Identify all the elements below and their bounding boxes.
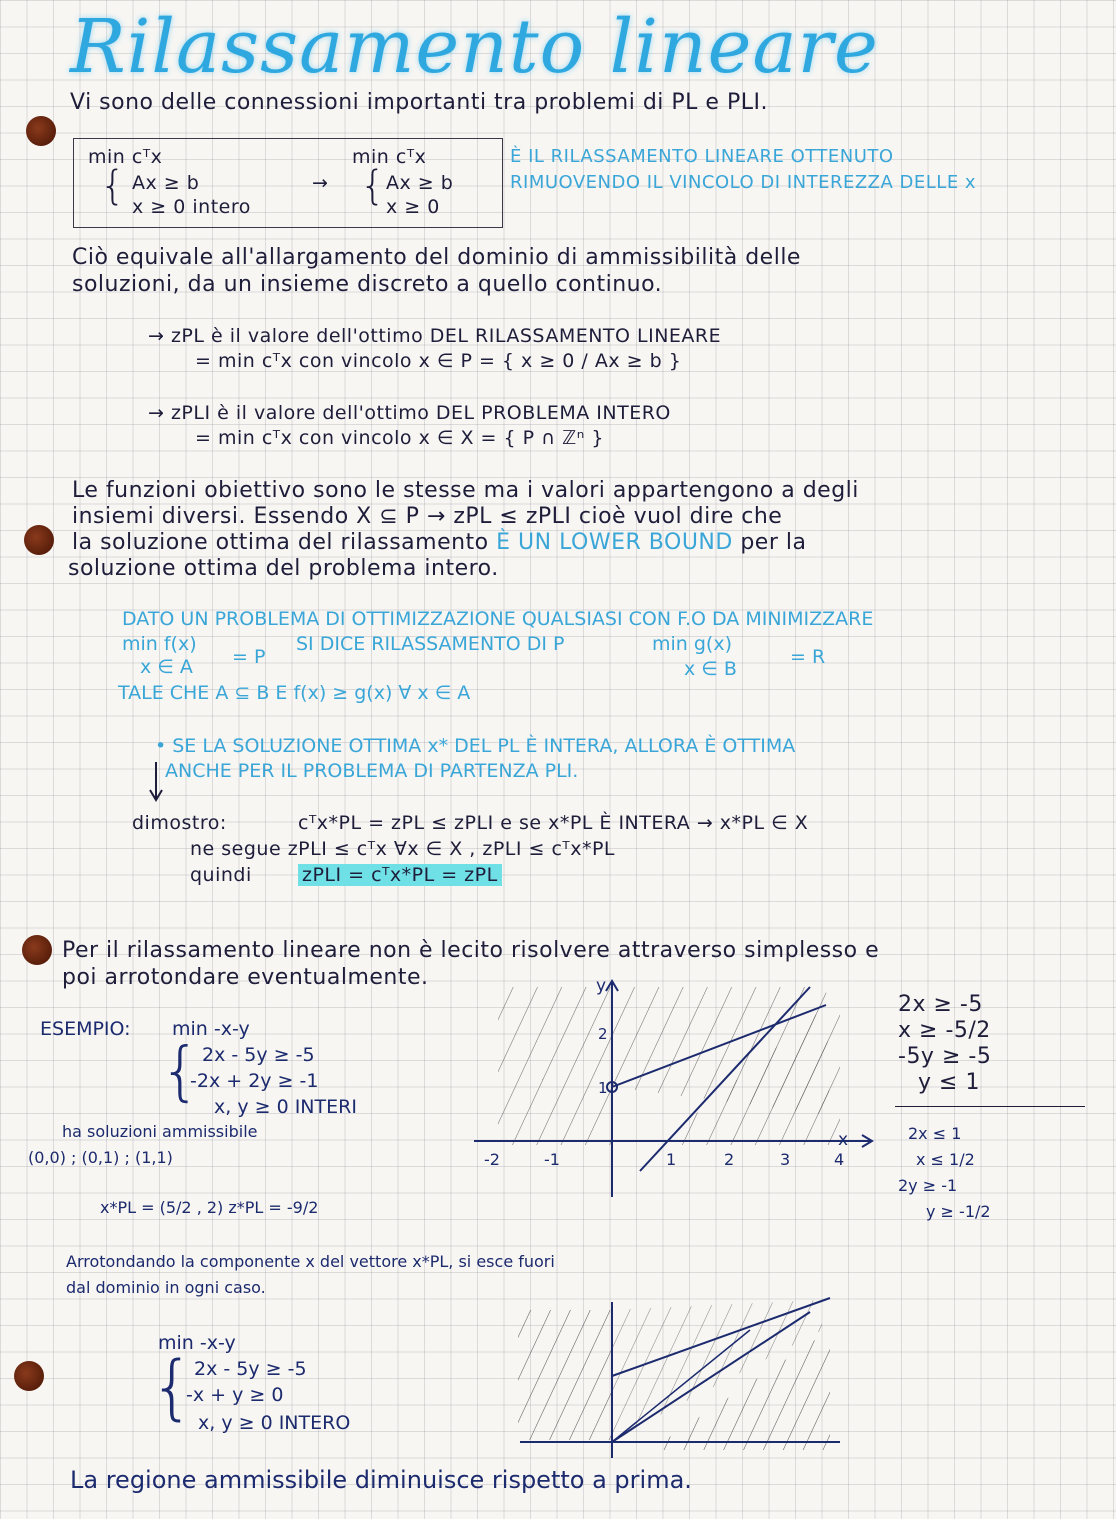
proof-highlight: zPLI = cᵀx*PL = zPL <box>298 864 502 886</box>
x-axis-label: x <box>838 1130 849 1150</box>
box-note-line1: È IL RILASSAMENTO LINEARE OTTENUTO <box>510 146 894 167</box>
side-calc-a3: -5y ≥ -5 <box>898 1044 992 1069</box>
zpl-line2: = min cᵀx con vincolo x ∈ P = { x ≥ 0 / Ax ≥ b } <box>195 350 682 372</box>
proof-label-quindi: quindi <box>190 864 252 886</box>
lower-bound-text: È UN LOWER BOUND <box>496 530 733 555</box>
x-tick: 2 <box>724 1150 735 1169</box>
x-tick: 4 <box>834 1150 845 1169</box>
y-tick: 2 <box>598 1025 608 1043</box>
example-c1: 2x - 5y ≥ -5 <box>202 1044 315 1066</box>
binder-hole <box>14 1361 44 1391</box>
feasible-region-chart <box>470 975 890 1205</box>
y-axis-label: y <box>596 976 607 996</box>
example2-c2: -x + y ≥ 0 <box>186 1384 284 1406</box>
para2-line1: Le funzioni obiettivo sono le stesse ma i valori appartengono a degli <box>72 478 859 503</box>
example-sol1: ha soluzioni ammissibile <box>62 1122 258 1141</box>
zpli-line1: → zPLI è il valore dell'ottimo DEL PROBLEMA INTERO <box>148 402 671 424</box>
brace-left: { <box>100 163 126 209</box>
para3-line2: poi arrotondare eventualmente. <box>62 965 429 990</box>
x-tick: -2 <box>484 1150 500 1169</box>
para2-line2: insiemi diversi. Essendo X ⊆ P → zPL ≤ zPLI cioè vuol dire che <box>72 504 783 529</box>
side-calc-a4: y ≤ 1 <box>918 1070 980 1095</box>
binder-hole <box>22 935 52 965</box>
para1-line2: soluzioni, da un insieme discreto a quello continuo. <box>72 272 663 297</box>
page-title: Rilassamento lineare <box>70 4 879 90</box>
para4-line2: dal dominio in ogni caso. <box>66 1278 266 1297</box>
def-b-eq: = R <box>790 646 826 668</box>
def-line3: TALE CHE A ⊆ B E f(x) ≥ g(x) ∀ x ∈ A <box>118 682 471 704</box>
box-arrow: → <box>312 172 329 194</box>
box-right-line1: min cᵀx <box>352 146 427 168</box>
binder-hole <box>24 525 54 555</box>
down-arrow-icon <box>148 760 168 804</box>
example-c2: -2x + 2y ≥ -1 <box>190 1070 319 1092</box>
para3-line1: Per il rilassamento lineare non è lecito risolvere attraverso simplesso e <box>62 938 880 963</box>
def-line1: DATO UN PROBLEMA DI OTTIMIZZAZIONE QUALSIASI CON F.O DA MINIMIZZARE <box>122 608 874 630</box>
para1-line1: Ciò equivale all'allargamento del dominio di ammissibilità delle <box>72 245 801 270</box>
box-right-line2: Ax ≥ b <box>386 172 454 194</box>
para2-line4: soluzione ottima del problema intero. <box>68 556 499 581</box>
brace-right: { <box>360 163 386 209</box>
example-sol2: (0,0) ; (0,1) ; (1,1) <box>28 1148 173 1167</box>
def-a: min f(x) <box>122 633 197 655</box>
prop-line1: • SE LA SOLUZIONE OTTIMA x* DEL PL È INTERA, ALLORA È OTTIMA <box>155 735 796 757</box>
second-region-chart <box>500 1290 850 1465</box>
example2-obj: min -x-y <box>158 1332 236 1354</box>
side-calc-b2: x ≤ 1/2 <box>916 1150 975 1169</box>
def-a-sub: x ∈ A <box>140 656 193 678</box>
def-mid: SI DICE RILASSAMENTO DI P <box>296 633 565 655</box>
box-left-line2: Ax ≥ b <box>132 172 200 194</box>
side-calc-a1: 2x ≥ -5 <box>898 992 983 1017</box>
def-b: min g(x) <box>652 633 732 655</box>
example-opt: x*PL = (5/2 , 2) z*PL = -9/2 <box>100 1198 319 1217</box>
x-tick: -1 <box>544 1150 560 1169</box>
example2-c3: x, y ≥ 0 INTERO <box>198 1412 351 1434</box>
para2-line3: la soluzione ottima del rilassamento È UN LOWER BOUND per la <box>72 530 807 555</box>
final-text: La regione ammissibile diminuisce rispetto a prima. <box>70 1466 692 1494</box>
proof-line2: ne segue zPLI ≤ cᵀx ∀x ∈ X , zPLI ≤ cᵀx*PL <box>190 838 616 860</box>
def-b-sub: x ∈ B <box>684 658 737 680</box>
side-calc-b3: 2y ≥ -1 <box>898 1176 958 1195</box>
example-label: ESEMPIO: <box>40 1018 131 1040</box>
zpli-line2: = min cᵀx con vincolo x ∈ X = { P ∩ ℤⁿ } <box>195 427 604 449</box>
example-brace: { <box>160 1035 201 1109</box>
side-calc-b4: y ≥ -1/2 <box>926 1202 991 1221</box>
x-tick: 3 <box>780 1150 791 1169</box>
para4-line1: Arrotondando la componente x del vettore x*PL, si esce fuori <box>66 1252 555 1271</box>
def-a-eq: = P <box>232 646 266 668</box>
example2-c1: 2x - 5y ≥ -5 <box>194 1358 307 1380</box>
intro-text: Vi sono delle connessioni importanti tra problemi di PL e PLI. <box>70 90 768 115</box>
side-calc-divider <box>895 1106 1085 1107</box>
proof-line1: cᵀx*PL = zPL ≤ zPLI e se x*PL È INTERA → x*PL ∈ X <box>298 812 809 834</box>
box-left-line3: x ≥ 0 intero <box>132 196 251 218</box>
binder-hole <box>26 116 56 146</box>
y-tick: 1 <box>598 1079 608 1097</box>
example-obj: min -x-y <box>172 1018 250 1040</box>
box-left-line1: min cᵀx <box>88 146 163 168</box>
side-calc-a2: x ≥ -5/2 <box>898 1018 991 1043</box>
box-right-line3: x ≥ 0 <box>386 196 440 218</box>
example-c3: x, y ≥ 0 INTERI <box>214 1096 357 1118</box>
side-calc-b1: 2x ≤ 1 <box>908 1124 962 1143</box>
zpl-line1: → zPL è il valore dell'ottimo DEL RILASSAMENTO LINEARE <box>148 325 722 347</box>
box-note-line2: RIMUOVENDO IL VINCOLO DI INTEREZZA DELLE x <box>510 172 977 193</box>
prop-line2: ANCHE PER IL PROBLEMA DI PARTENZA PLI. <box>165 760 579 782</box>
example2-brace: { <box>150 1346 195 1428</box>
x-tick: 1 <box>666 1150 677 1169</box>
proof-label: dimostro: <box>132 812 227 834</box>
